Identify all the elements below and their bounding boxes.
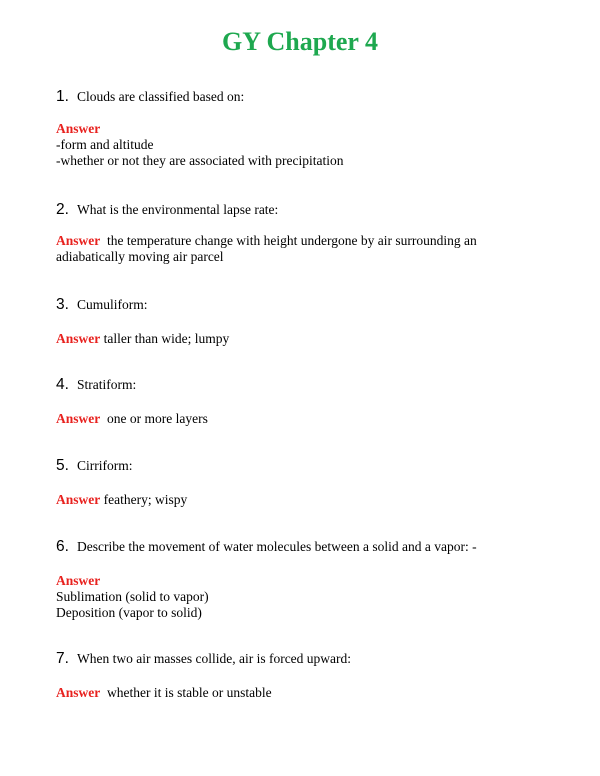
answer-block [56,411,556,427]
answer-text: feathery; wispy [103,492,188,507]
question-text: Describe the movement of water molecules between a solid and a vapor: - [77,539,477,554]
answer-block [56,685,556,701]
answer-text: taller than wide; lumpy [103,331,230,346]
answer-label: Answer [56,685,101,700]
answer-block [56,331,556,347]
answer-text: whether it is stable or unstable [107,685,272,700]
question-text: Stratiform: [77,377,137,392]
answer-label: Answer [56,411,101,426]
answer-block [56,492,556,508]
question-text: When two air masses collide, air is forced upward: [77,651,352,666]
answer-label: Answer [56,331,101,346]
answer-label: Answer [56,121,101,136]
question-text: Clouds are classified based on: [77,89,245,104]
question-number: 2. [56,201,69,218]
page-title: GY Chapter 4 [222,27,378,56]
answer-line: -whether or not they are associated with precipitation [56,153,344,168]
answer-label: Answer [56,492,101,507]
question-number: 1. [56,88,69,105]
question-number: 6. [56,538,69,555]
answer-block [56,573,556,621]
answer-line: Deposition (vapor to solid) [56,605,202,620]
answer-block [56,233,556,265]
question-number: 4. [56,376,69,393]
answer-block [56,121,556,169]
question-4 [56,377,556,427]
answer-label: Answer [56,573,101,588]
question-1 [56,89,556,169]
question-6 [56,539,556,621]
answer-label: Answer [56,233,101,248]
answer-line: adiabatically moving air parcel [56,249,224,264]
answer-text: one or more layers [107,411,208,426]
question-text: Cumuliform: [77,297,148,312]
question-2 [56,202,556,265]
question-5 [56,458,556,508]
question-text: What is the environmental lapse rate: [77,202,279,217]
question-number: 5. [56,457,69,474]
answer-text: the temperature change with height undergone by air surrounding an [107,233,477,248]
answer-line: Sublimation (solid to vapor) [56,589,209,604]
question-text: Cirriform: [77,458,133,473]
question-number: 3. [56,296,69,313]
question-7 [56,651,556,701]
question-number: 7. [56,650,69,667]
question-3 [56,297,556,347]
answer-line: -form and altitude [56,137,154,152]
